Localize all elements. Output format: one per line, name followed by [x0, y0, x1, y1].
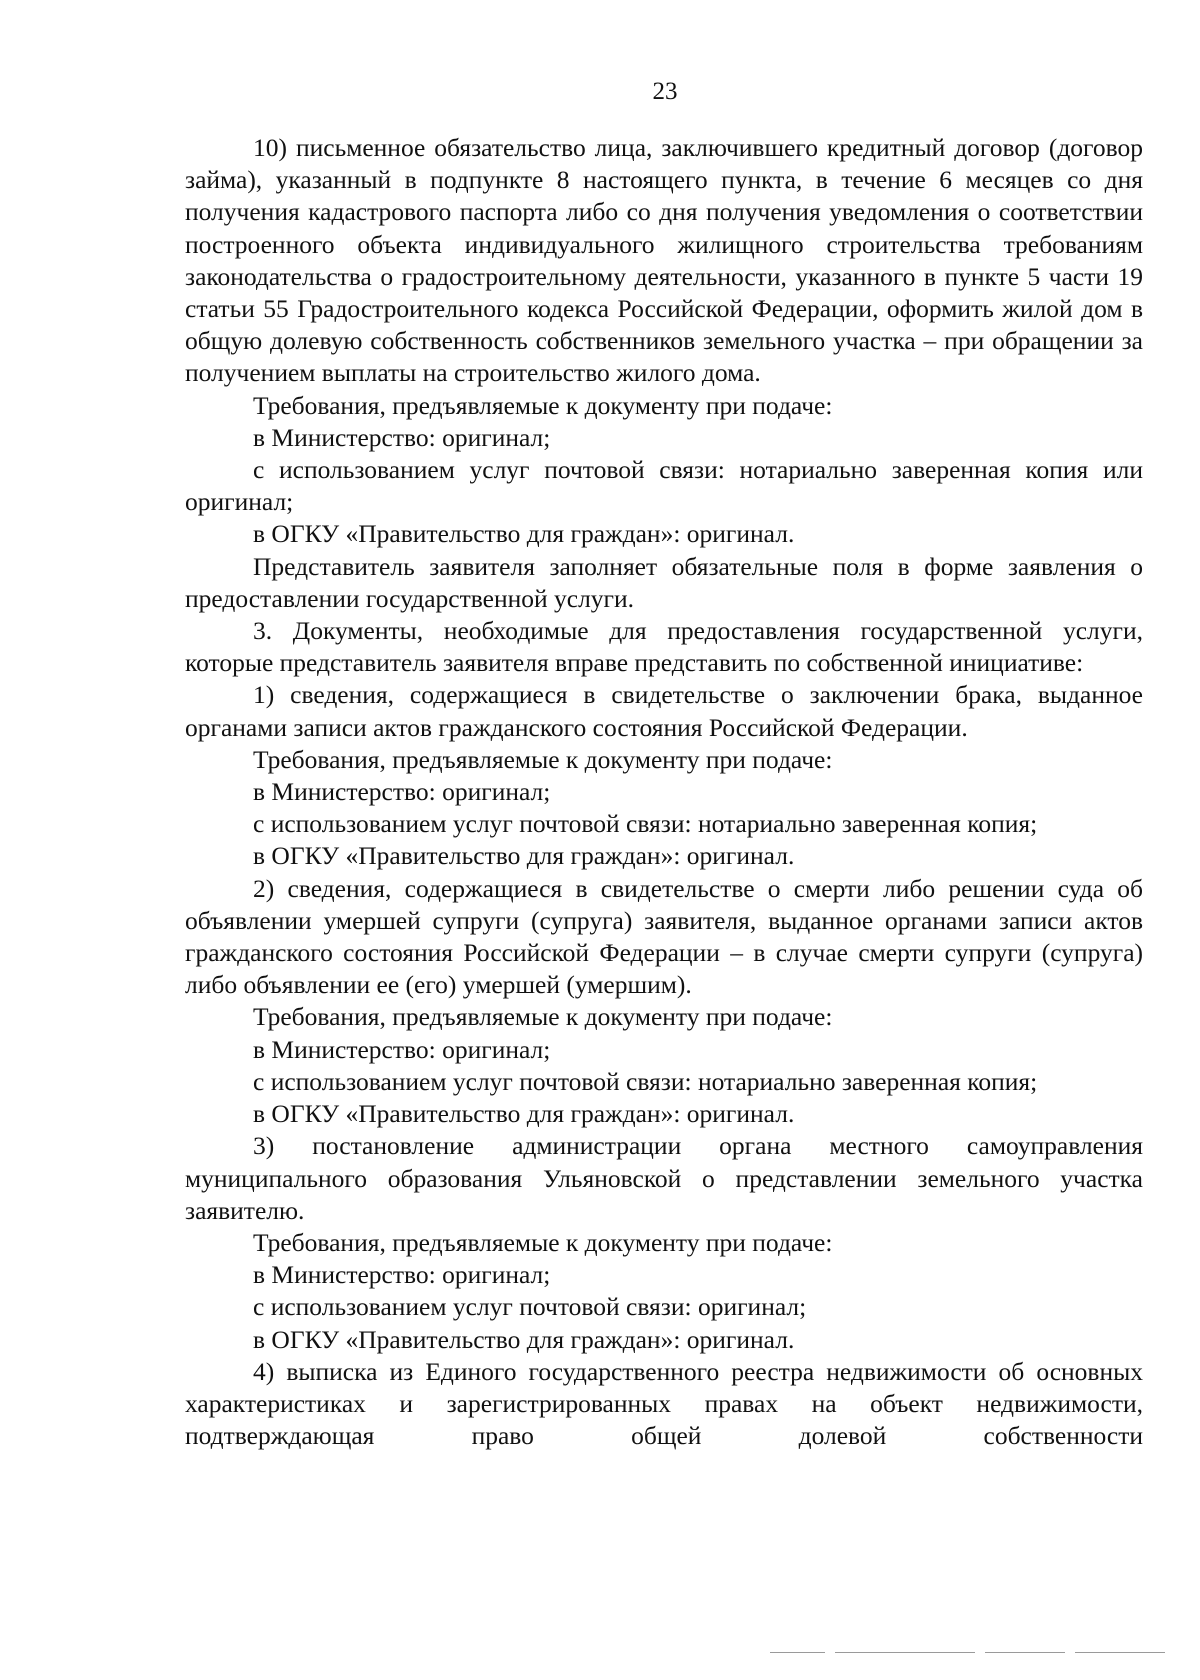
paragraph-item-1: 1) сведения, содержащиеся в свидетельстве о заключении брака, выданное органами записи актов гражданского состояния Российской Федерации.: [185, 680, 1143, 742]
requirement-ministry: в Министерство: оригинал;: [253, 777, 551, 807]
requirement-postal: с использованием услуг почтовой связи: нотариально заверенная копия или оригинал;: [185, 455, 1143, 517]
page-number: 23: [652, 78, 678, 105]
requirements-heading: Требования, предъявляемые к документу при подаче:: [253, 1227, 833, 1257]
scan-artifact-line: [770, 1652, 825, 1653]
requirements-heading: Требования, предъявляемые к документу при подаче:: [253, 744, 833, 774]
scan-artifact-line: [1075, 1652, 1165, 1653]
paragraph-item-4: 4) выписка из Единого государственного реестра недвижимости об основных характеристиках и зарегистрированных правах на объект недвижимости, подтверждающая право общей долевой собственности: [185, 1356, 1143, 1451]
paragraph-item-10: 10) письменное обязательство лица, заключившего кредитный договор (договор займа), указанный в подпункте 8 настоящего пункта, в течение 6 месяцев со дня получения кадастрового паспорта либо со дня получения уведомления о соответствии построенного объекта индивидуального жилищного строительства требованиям законодательства о градостроительному деятельности, указанного в пункте 5 части 19 статьи 55 Градостроительного кодекса Российской Федерации, оформить жилой дом в общую долевую собственность собственников земельного участка – при обращении за получением выплаты на строительство жилого дома.: [185, 133, 1143, 388]
requirement-ministry: в Министерство: оригинал;: [253, 1260, 551, 1290]
requirement-ministry: в Министерство: оригинал;: [253, 422, 551, 452]
requirement-ogku: в ОГКУ «Правительство для граждан»: оригинал.: [253, 519, 795, 549]
requirement-ogku: в ОГКУ «Правительство для граждан»: оригинал.: [253, 841, 795, 871]
requirement-postal: с использованием услуг почтовой связи: нотариально заверенная копия;: [253, 809, 1038, 839]
paragraph-section-3: 3. Документы, необходимые для предоставления государственной услуги, которые представитель заявителя вправе представить по собственной инициативе:: [185, 616, 1143, 678]
requirement-postal: с использованием услуг почтовой связи: оригинал;: [253, 1292, 807, 1322]
scan-artifact-line: [985, 1652, 1065, 1653]
requirements-heading: Требования, предъявляемые к документу при подаче:: [253, 1002, 833, 1032]
paragraph-item-3: 3) постановление администрации органа местного самоуправления муниципального образования Ульяновской о представлении земельного участка заявителю.: [185, 1131, 1143, 1225]
requirements-heading: Требования, предъявляемые к документу при подаче:: [253, 390, 833, 420]
document-body: [185, 132, 1143, 1452]
requirement-ogku: в ОГКУ «Правительство для граждан»: оригинал.: [253, 1324, 795, 1354]
scan-artifact-line: [835, 1652, 975, 1653]
paragraph-representative: Представитель заявителя заполняет обязательные поля в форме заявления о предоставлении государственной услуги.: [185, 551, 1143, 613]
requirement-postal: с использованием услуг почтовой связи: нотариально заверенная копия;: [253, 1066, 1038, 1096]
requirement-ministry: в Министерство: оригинал;: [253, 1034, 551, 1064]
paragraph-item-2: 2) сведения, содержащиеся в свидетельстве о смерти либо решении суда об объявлении умершей супруги (супруга) заявителя, выданное органами записи актов гражданского состояния Российской Федерации – в случае смерти супруги (супруга) либо объявлении ее (его) умершей (умершим).: [185, 873, 1143, 1000]
requirement-ogku: в ОГКУ «Правительство для граждан»: оригинал.: [253, 1099, 795, 1129]
